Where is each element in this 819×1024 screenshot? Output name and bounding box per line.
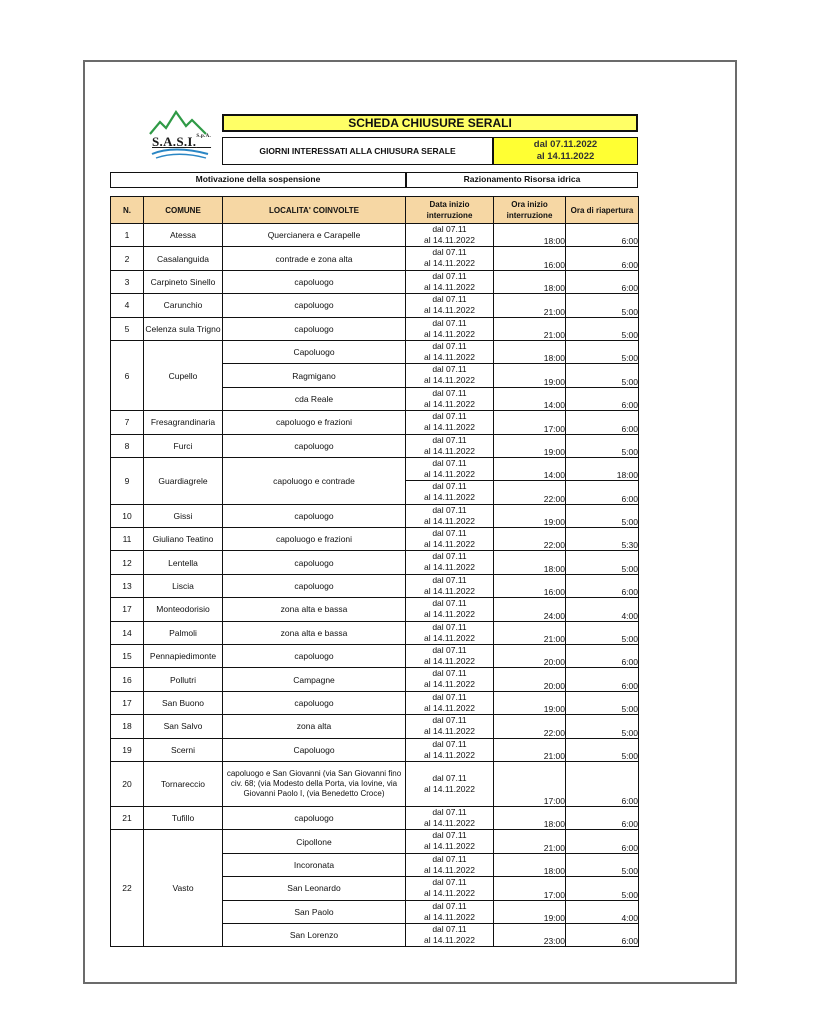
reopen-time-cell: 5:00 xyxy=(566,364,639,387)
table-row xyxy=(111,598,639,621)
reopen-time-cell: 5:00 xyxy=(566,853,639,876)
localita-cell: San Paolo xyxy=(223,900,406,923)
table-row xyxy=(111,294,639,317)
start-time-cell: 21:00 xyxy=(494,317,566,340)
reopen-time-cell: 6:00 xyxy=(566,761,639,806)
start-time-cell: 19:00 xyxy=(494,691,566,714)
row-number: 10 xyxy=(111,504,144,527)
table-row xyxy=(111,574,639,597)
reopen-time-cell: 6:00 xyxy=(566,387,639,410)
table-row xyxy=(111,340,639,363)
date-to-text: al 14.11.2022 xyxy=(424,783,475,794)
localita-cell: Capoluogo xyxy=(223,340,406,363)
comune-cell: San Salvo xyxy=(144,715,223,738)
comune-cell: Tornareccio xyxy=(144,761,223,806)
localita-cell: contrade e zona alta xyxy=(223,247,406,270)
start-time-cell: 19:00 xyxy=(494,364,566,387)
row-number: 18 xyxy=(111,715,144,738)
row-number: 8 xyxy=(111,434,144,457)
localita-cell: capoluogo xyxy=(223,434,406,457)
localita-cell: cda Reale xyxy=(223,387,406,410)
start-time-cell: 18:00 xyxy=(494,551,566,574)
row-number: 20 xyxy=(111,761,144,806)
row-number: 4 xyxy=(111,294,144,317)
row-number: 16 xyxy=(111,668,144,691)
closures-table xyxy=(110,196,639,947)
localita-cell: capoluogo xyxy=(223,806,406,829)
date-to-text: al 14.11.2022 xyxy=(424,679,475,690)
table-row xyxy=(111,761,639,806)
row-number: 19 xyxy=(111,738,144,761)
date-cell xyxy=(406,294,494,317)
row-number: 17 xyxy=(111,691,144,714)
date-from-text: dal 07.11 xyxy=(432,830,467,841)
reopen-time-cell: 6:00 xyxy=(566,481,639,504)
reopen-time-cell: 6:00 xyxy=(566,411,639,434)
date-to-text: al 14.11.2022 xyxy=(424,445,475,456)
date-to-text: al 14.11.2022 xyxy=(424,749,475,760)
reopen-time-cell: 5:00 xyxy=(566,715,639,738)
date-cell xyxy=(406,691,494,714)
date-from-text: dal 07.11 xyxy=(432,877,467,888)
row-number: 9 xyxy=(111,457,144,504)
date-from-text: dal 07.11 xyxy=(432,294,467,305)
reopen-time-cell: 6:00 xyxy=(566,830,639,853)
date-to-text: al 14.11.2022 xyxy=(424,305,475,316)
reopen-time-cell: 5:00 xyxy=(566,434,639,457)
date-cell xyxy=(406,900,494,923)
date-cell xyxy=(406,923,494,946)
table-row xyxy=(111,434,639,457)
localita-cell: Ragmigano xyxy=(223,364,406,387)
comune-cell: Tufillo xyxy=(144,806,223,829)
date-from-text: dal 07.11 xyxy=(432,411,467,422)
date-cell xyxy=(406,668,494,691)
reopen-time-cell: 6:00 xyxy=(566,247,639,270)
date-cell xyxy=(406,270,494,293)
table-row xyxy=(111,738,639,761)
localita-cell: capoluogo xyxy=(223,317,406,340)
row-number: 6 xyxy=(111,340,144,410)
start-time-cell: 17:00 xyxy=(494,877,566,900)
page-title: SCHEDA CHIUSURE SERALI xyxy=(222,114,638,132)
date-to-text: al 14.11.2022 xyxy=(424,398,475,409)
date-cell xyxy=(406,806,494,829)
start-time-cell: 19:00 xyxy=(494,504,566,527)
date-to-text: al 14.11.2022 xyxy=(424,632,475,643)
date-to-text: al 14.11.2022 xyxy=(424,539,475,550)
localita-cell: capoluogo xyxy=(223,294,406,317)
start-time-cell: 24:00 xyxy=(494,598,566,621)
table-row xyxy=(111,457,639,480)
date-to-text: al 14.11.2022 xyxy=(424,492,475,503)
date-to-text: al 14.11.2022 xyxy=(424,235,475,245)
col-header-n: N. xyxy=(111,197,144,224)
table-row xyxy=(111,645,639,668)
localita-cell: Quercianera e Carapelle xyxy=(223,224,406,247)
table-row xyxy=(111,668,639,691)
localita-cell: capoluogo xyxy=(223,645,406,668)
table-row xyxy=(111,691,639,714)
date-from-text: dal 07.11 xyxy=(432,551,467,562)
comune-cell: Vasto xyxy=(144,830,223,947)
col-header-localita: LOCALITA' COINVOLTE xyxy=(223,197,406,224)
reopen-time-cell: 5:00 xyxy=(566,877,639,900)
date-cell xyxy=(406,481,494,504)
date-to-text: al 14.11.2022 xyxy=(424,841,475,852)
date-to-text: al 14.11.2022 xyxy=(424,562,475,573)
date-cell xyxy=(406,364,494,387)
date-cell xyxy=(406,247,494,270)
localita-cell: San Lorenzo xyxy=(223,923,406,946)
table-row xyxy=(111,317,639,340)
comune-cell: Gissi xyxy=(144,504,223,527)
date-from-text: dal 07.11 xyxy=(432,504,467,515)
date-cell xyxy=(406,457,494,480)
start-time-cell: 16:00 xyxy=(494,574,566,597)
date-cell xyxy=(406,387,494,410)
start-time-cell: 18:00 xyxy=(494,270,566,293)
start-time-cell: 19:00 xyxy=(494,434,566,457)
comune-cell: Guardiagrele xyxy=(144,457,223,504)
date-to-text: al 14.11.2022 xyxy=(424,609,475,620)
comune-cell: Monteodorisio xyxy=(144,598,223,621)
date-to-text: al 14.11.2022 xyxy=(424,515,475,526)
localita-cell: capoluogo xyxy=(223,551,406,574)
date-cell xyxy=(406,340,494,363)
date-from-text: dal 07.11 xyxy=(432,621,467,632)
comune-cell: Carpineto Sinello xyxy=(144,270,223,293)
localita-cell: capoluogo e San Giovanni (via San Giovanni fino civ. 68; (via Modesto della Porta, via Iovine, via Giovanni Paolo I, (via Benedetto Croce) xyxy=(223,761,406,806)
start-time-cell: 21:00 xyxy=(494,294,566,317)
table-row xyxy=(111,411,639,434)
table-row xyxy=(111,224,639,247)
date-from-text: dal 07.11 xyxy=(432,900,467,911)
date-from-text: dal 07.11 xyxy=(432,481,467,492)
reopen-time-cell: 6:00 xyxy=(566,923,639,946)
date-to-text: al 14.11.2022 xyxy=(424,864,475,875)
date-from-text: dal 07.11 xyxy=(432,317,467,328)
table-row xyxy=(111,247,639,270)
date-to-text: al 14.11.2022 xyxy=(424,258,475,269)
date-to-text: al 14.11.2022 xyxy=(424,817,475,828)
localita-cell: capoluogo xyxy=(223,270,406,293)
comune-cell: San Buono xyxy=(144,691,223,714)
row-number: 1 xyxy=(111,224,144,247)
table-row xyxy=(111,806,639,829)
reopen-time-cell: 18:00 xyxy=(566,457,639,480)
date-to-text: al 14.11.2022 xyxy=(424,328,475,339)
table-row xyxy=(111,830,639,853)
days-label: GIORNI INTERESSATI ALLA CHIUSURA SERALE xyxy=(222,137,493,165)
start-time-cell: 14:00 xyxy=(494,387,566,410)
date-to-text: al 14.11.2022 xyxy=(424,585,475,596)
reopen-time-cell: 5:00 xyxy=(566,504,639,527)
comune-cell: Scerni xyxy=(144,738,223,761)
date-cell xyxy=(406,317,494,340)
date-range xyxy=(493,137,638,165)
date-from-text: dal 07.11 xyxy=(432,457,467,468)
localita-cell: zona alta xyxy=(223,715,406,738)
date-from-text: dal 07.11 xyxy=(432,387,467,398)
reopen-time-cell: 6:00 xyxy=(566,224,639,247)
date-from-text: dal 07.11 xyxy=(432,598,467,609)
localita-cell: San Leonardo xyxy=(223,877,406,900)
localita-cell: capoluogo e contrade xyxy=(223,457,406,504)
date-cell xyxy=(406,434,494,457)
date-cell xyxy=(406,551,494,574)
start-time-cell: 22:00 xyxy=(494,715,566,738)
start-time-cell: 22:00 xyxy=(494,481,566,504)
comune-cell: Carunchio xyxy=(144,294,223,317)
row-number: 7 xyxy=(111,411,144,434)
start-time-cell: 14:00 xyxy=(494,457,566,480)
date-to-text: al 14.11.2022 xyxy=(424,656,475,667)
reopen-time-cell: 5:00 xyxy=(566,551,639,574)
motivation-label: Motivazione della sospensione xyxy=(110,172,406,188)
comune-cell: Furci xyxy=(144,434,223,457)
start-time-cell: 22:00 xyxy=(494,528,566,551)
localita-cell: capoluogo xyxy=(223,691,406,714)
logo-text: S.A.S.I.$^{S.p.A.}$ xyxy=(152,134,212,149)
table-row xyxy=(111,504,639,527)
date-to-text: al 14.11.2022 xyxy=(424,911,475,922)
date-to-text: al 14.11.2022 xyxy=(424,375,475,386)
start-time-cell: 19:00 xyxy=(494,900,566,923)
date-from-text: dal 07.11 xyxy=(432,806,467,817)
reopen-time-cell: 5:00 xyxy=(566,738,639,761)
table-row xyxy=(111,715,639,738)
start-time-cell: 18:00 xyxy=(494,224,566,247)
date-to-text: al 14.11.2022 xyxy=(424,888,475,899)
localita-cell: Cipollone xyxy=(223,830,406,853)
date-to-text: al 14.11.2022 xyxy=(424,934,475,945)
date-from-text: dal 07.11 xyxy=(432,434,467,445)
localita-cell: Capoluogo xyxy=(223,738,406,761)
row-number: 21 xyxy=(111,806,144,829)
comune-cell: Liscia xyxy=(144,574,223,597)
date-to-text: al 14.11.2022 xyxy=(424,422,475,433)
comune-cell: Celenza sula Trigno xyxy=(144,317,223,340)
date-from-text: dal 07.11 xyxy=(432,528,467,539)
date-cell xyxy=(406,224,494,247)
date-cell xyxy=(406,574,494,597)
date-to-text: al 14.11.2022 xyxy=(424,702,475,713)
row-number: 22 xyxy=(111,830,144,947)
reopen-time-cell: 6:00 xyxy=(566,574,639,597)
row-number: 17 xyxy=(111,598,144,621)
localita-cell: Incoronata xyxy=(223,853,406,876)
date-from-text: dal 07.11 xyxy=(432,668,467,679)
comune-cell: Fresagrandinaria xyxy=(144,411,223,434)
date-cell xyxy=(406,715,494,738)
sasi-logo xyxy=(146,108,212,160)
col-header-data-inizio: Data inizio interruzione xyxy=(406,197,494,224)
comune-cell: Pollutri xyxy=(144,668,223,691)
row-number: 11 xyxy=(111,528,144,551)
row-number: 13 xyxy=(111,574,144,597)
date-from-text: dal 07.11 xyxy=(432,923,467,934)
localita-cell: zona alta e bassa xyxy=(223,598,406,621)
start-time-cell: 18:00 xyxy=(494,806,566,829)
date-cell xyxy=(406,645,494,668)
localita-cell: capoluogo e frazioni xyxy=(223,411,406,434)
start-time-cell: 17:00 xyxy=(494,411,566,434)
date-to-text: al 14.11.2022 xyxy=(424,468,475,479)
comune-cell: Palmoli xyxy=(144,621,223,644)
reopen-time-cell: 4:00 xyxy=(566,900,639,923)
reopen-time-cell: 5:00 xyxy=(566,691,639,714)
date-from-text: dal 07.11 xyxy=(432,247,467,258)
start-time-cell: 20:00 xyxy=(494,645,566,668)
reopen-time-cell: 6:00 xyxy=(566,270,639,293)
row-number: 12 xyxy=(111,551,144,574)
start-time-cell: 16:00 xyxy=(494,247,566,270)
reopen-time-cell: 5:30 xyxy=(566,528,639,551)
reopen-time-cell: 5:00 xyxy=(566,621,639,644)
start-time-cell: 17:00 xyxy=(494,761,566,806)
table-row xyxy=(111,621,639,644)
table-header-row xyxy=(111,197,639,224)
reopen-time-cell: 6:00 xyxy=(566,645,639,668)
localita-cell: capoluogo xyxy=(223,574,406,597)
date-to-text: al 14.11.2022 xyxy=(424,726,475,737)
localita-cell: capoluogo e frazioni xyxy=(223,528,406,551)
date-cell xyxy=(406,761,494,806)
start-time-cell: 23:00 xyxy=(494,923,566,946)
localita-cell: capoluogo xyxy=(223,504,406,527)
col-header-comune: COMUNE xyxy=(144,197,223,224)
start-time-cell: 21:00 xyxy=(494,830,566,853)
date-cell xyxy=(406,598,494,621)
start-time-cell: 18:00 xyxy=(494,340,566,363)
date-to-text: al 14.11.2022 xyxy=(424,281,475,292)
date-cell xyxy=(406,621,494,644)
row-number: 2 xyxy=(111,247,144,270)
comune-cell: Giuliano Teatino xyxy=(144,528,223,551)
date-from-text: dal 07.11 xyxy=(432,364,467,375)
start-time-cell: 20:00 xyxy=(494,668,566,691)
date-from-text: dal 07.11 xyxy=(432,340,467,351)
date-from: dal 07.11.2022 xyxy=(533,139,598,150)
date-cell xyxy=(406,830,494,853)
date-cell xyxy=(406,528,494,551)
date-from-text: dal 07.11 xyxy=(432,715,467,726)
date-cell xyxy=(406,411,494,434)
date-from-text: dal 07.11 xyxy=(432,772,467,783)
localita-cell: zona alta e bassa xyxy=(223,621,406,644)
date-from-text: dal 07.11 xyxy=(432,574,467,585)
date-cell xyxy=(406,738,494,761)
reopen-time-cell: 4:00 xyxy=(566,598,639,621)
date-from-text: dal 07.11 xyxy=(432,645,467,656)
table-row xyxy=(111,551,639,574)
col-header-ora-riapertura: Ora di riapertura xyxy=(566,197,639,224)
reopen-time-cell: 6:00 xyxy=(566,668,639,691)
date-cell xyxy=(406,877,494,900)
reopen-time-cell: 5:00 xyxy=(566,340,639,363)
date-cell xyxy=(406,504,494,527)
comune-cell: Lentella xyxy=(144,551,223,574)
table-row xyxy=(111,270,639,293)
comune-cell: Casalanguida xyxy=(144,247,223,270)
row-number: 14 xyxy=(111,621,144,644)
reopen-time-cell: 5:00 xyxy=(566,317,639,340)
date-from-text: dal 07.11 xyxy=(432,270,467,281)
col-header-ora-inizio: Ora inizio interruzione xyxy=(494,197,566,224)
row-number: 5 xyxy=(111,317,144,340)
date-from-text: dal 07.11 xyxy=(432,853,467,864)
comune-cell: Cupello xyxy=(144,340,223,410)
comune-cell: Atessa xyxy=(144,224,223,247)
date-from-text: dal 07.11 xyxy=(432,691,467,702)
start-time-cell: 18:00 xyxy=(494,853,566,876)
start-time-cell: 21:00 xyxy=(494,738,566,761)
comune-cell: Pennapiedimonte xyxy=(144,645,223,668)
date-to-text: al 14.11.2022 xyxy=(424,351,475,362)
date-to: al 14.11.2022 xyxy=(536,151,595,162)
date-from-text: dal 07.11 xyxy=(432,738,467,749)
row-number: 15 xyxy=(111,645,144,668)
date-cell xyxy=(406,853,494,876)
table-row xyxy=(111,528,639,551)
localita-cell: Campagne xyxy=(223,668,406,691)
row-number: 3 xyxy=(111,270,144,293)
date-from-text: dal 07.11 xyxy=(432,224,467,234)
reopen-time-cell: 5:00 xyxy=(566,294,639,317)
reopen-time-cell: 6:00 xyxy=(566,806,639,829)
start-time-cell: 21:00 xyxy=(494,621,566,644)
motivation-value: Razionamento Risorsa idrica xyxy=(406,172,638,188)
